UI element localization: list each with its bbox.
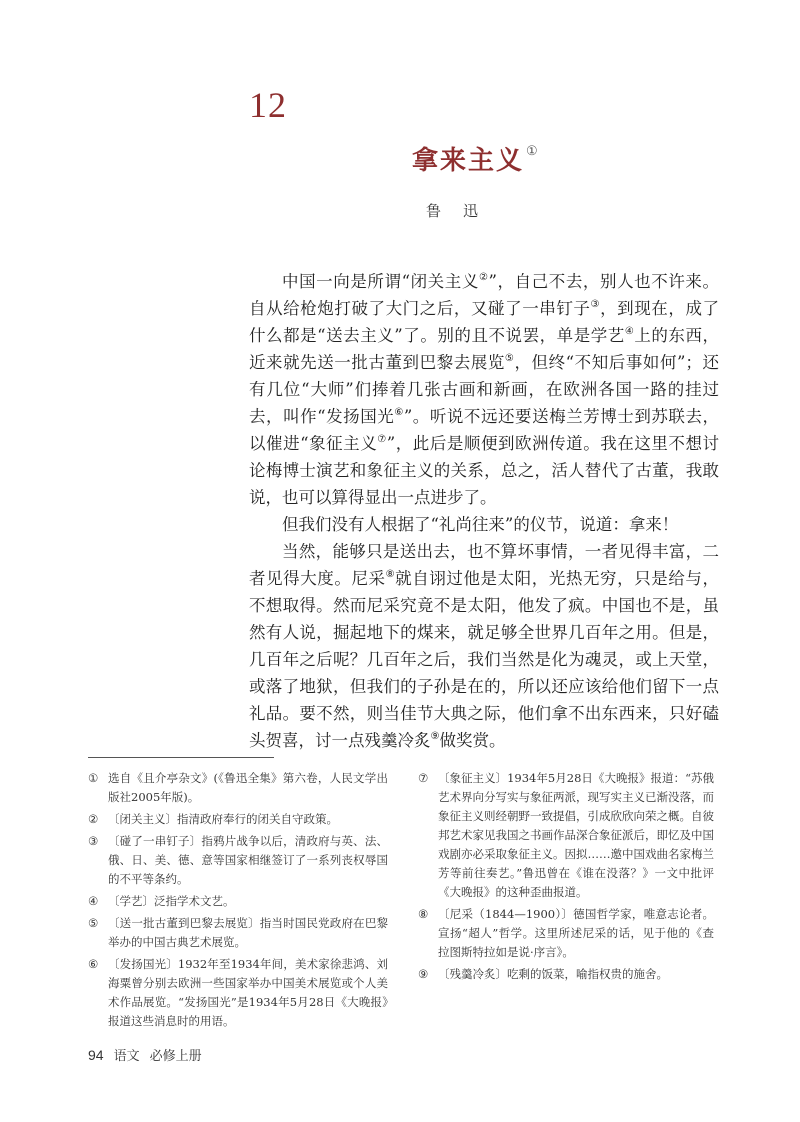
- footnote-marker: ③: [590, 299, 601, 310]
- footnote-number: ⑨: [418, 967, 429, 981]
- footnote-marker: ⑥: [394, 407, 404, 418]
- footnote-number: ⑧: [418, 907, 429, 921]
- footnote: [88, 892, 388, 911]
- footnote-number: ①: [88, 771, 99, 785]
- footnote: [88, 810, 388, 829]
- footnote-text: 〔学艺〕泛指学术文艺。: [108, 894, 235, 908]
- text-run: 就自诩过他是太阳，光热无穷，只是给与，不想取得。然而尼采究竟不是太阳，他发了疯。中国也不是，虽然有人说，掘起地下的煤来，就足够全世界几百年之用。但是，几百年之后呢？几百年之后，我们当然是化为魂灵，或上天堂，或落了地狱，但我们的子孙是在的，所以还应该给他们留下一点礼品。要不然，则当佳节大典之际，他们拿不出东西来，只好磕头贺喜，讨一点残羹冷炙: [249, 569, 720, 750]
- footnote: [418, 769, 714, 902]
- footnote-text: 〔闭关主义〕指清政府奉行的闭关自守政策。: [108, 812, 338, 826]
- footnote-number: ③: [88, 834, 99, 848]
- body-paragraph: [249, 538, 719, 754]
- footnote-divider: [88, 757, 274, 758]
- title-text: 拿来主义: [412, 146, 525, 176]
- body-paragraph: [249, 511, 719, 538]
- footnote: [88, 955, 388, 1031]
- footnotes-right-column: [418, 769, 714, 987]
- lesson-number: 12: [249, 85, 287, 125]
- page-title: [412, 140, 540, 177]
- footnote-marker: ⑨: [430, 731, 440, 742]
- footnote-number: ④: [88, 894, 99, 908]
- footnote-text: 〔发扬国光〕1932年至1934年间，美术家徐悲鸿、刘海粟曾分别去欧洲一些国家举办中国美术展览或个人美术作品展览。“发扬国光”是1934年5月28日《大晚报》报道这些消息时的用语。: [108, 957, 388, 1028]
- footnote-number: ②: [88, 812, 99, 826]
- footnote: [88, 832, 388, 889]
- page-footer: [88, 1045, 202, 1064]
- text-run: 做奖赏。: [439, 731, 506, 750]
- footnotes-left-column: [88, 769, 388, 1034]
- footnote-text: 〔残羹冷炙〕吃剩的饭菜，喻指权贵的施舍。: [438, 967, 668, 981]
- text-run: 但我们没有人根据了“礼尚往来”的仪节，说道：拿来！: [282, 515, 679, 534]
- body-text: [249, 268, 719, 754]
- title-footnote-marker: ①: [526, 144, 540, 159]
- footer-volume: 必修上册: [149, 1049, 202, 1064]
- footnote-marker: ⑧: [385, 569, 396, 580]
- footnote-text: 〔象征主义〕1934年5月28日《大晚报》报道：“苏俄艺术界向分写实与象征两派，现写实主义已渐没落，而象征主义则经朝野一致提倡，引成欣欣向荣之概。自彼邦艺术家见我国之书画作品深合象征派后，即忆及中国戏剧亦必采取象征主义。因拟……邀中国戏曲名家梅兰芳等前往奏艺。”鲁迅曾在《谁在没落？》一文中批评《大晚报》的这种歪曲报道。: [438, 771, 714, 899]
- footnote: [88, 769, 388, 807]
- text-run: ，到现在，成了什么都是“送去主义”了。别的且不说罢，单是学艺: [249, 299, 720, 345]
- author: 鲁迅: [426, 202, 501, 220]
- footnote-marker: ⑤: [504, 353, 515, 364]
- footnote-number: ⑥: [88, 957, 99, 971]
- body-paragraph: [249, 268, 719, 511]
- footnote: [88, 914, 388, 952]
- text-run: 中国一向是所谓“闭关主义: [282, 272, 479, 291]
- footnote: [418, 965, 714, 984]
- footnote-number: ⑤: [88, 916, 99, 930]
- text-run: ”，自己不去，别人也不许来。自从给枪炮打破了大门之后，又碰了一串钉子: [249, 272, 720, 318]
- text-run: ，但终“不知后事如何”；还有几位“大师”们捧着几张古画和新画，在欧洲各国一路的挂过去，叫作“发扬国光: [249, 353, 719, 426]
- footnote-marker: ④: [624, 326, 635, 337]
- footnote-text: 选自《且介亭杂文》(《鲁迅全集》第六卷，人民文学出版社2005年版)。: [108, 771, 388, 804]
- footnote-number: ⑦: [418, 771, 429, 785]
- footer-subject: 语文: [113, 1049, 140, 1064]
- page-number: 94: [88, 1047, 104, 1063]
- footnote-marker: ②: [478, 272, 489, 283]
- footnote-marker: ⑦: [377, 434, 387, 445]
- text-run: 上的东西，近来就先送一批古董到巴黎去展览: [249, 326, 720, 372]
- footnote-text: 〔送一批古董到巴黎去展览〕指当时国民党政府在巴黎举办的中国古典艺术展览。: [108, 916, 388, 949]
- footnote-text: 〔碰了一串钉子〕指鸦片战争以后，清政府与英、法、俄、日、美、德、意等国家相继签订了一系列丧权辱国的不平等条约。: [108, 834, 388, 886]
- footnote: [418, 905, 714, 962]
- footnote-text: 〔尼采（1844—1900）〕德国哲学家，唯意志论者。宣扬“超人”哲学。这里所述尼采的话，见于他的《查拉图斯特拉如是说·序言》。: [438, 907, 714, 959]
- text-run: 当然，能够只是送出去，也不算坏事情，一者见得丰富，二者见得大度。尼采: [249, 542, 719, 588]
- text-run: ”。听说不远还要送梅兰芳博士到苏联去，以催进“象征主义: [249, 407, 720, 453]
- text-run: ”，此后是顺便到欧洲传道。我在这里不想讨论梅博士演艺和象征主义的关系，总之，活人替代了古董，我敢说，也可以算得显出一点进步了。: [249, 434, 720, 507]
